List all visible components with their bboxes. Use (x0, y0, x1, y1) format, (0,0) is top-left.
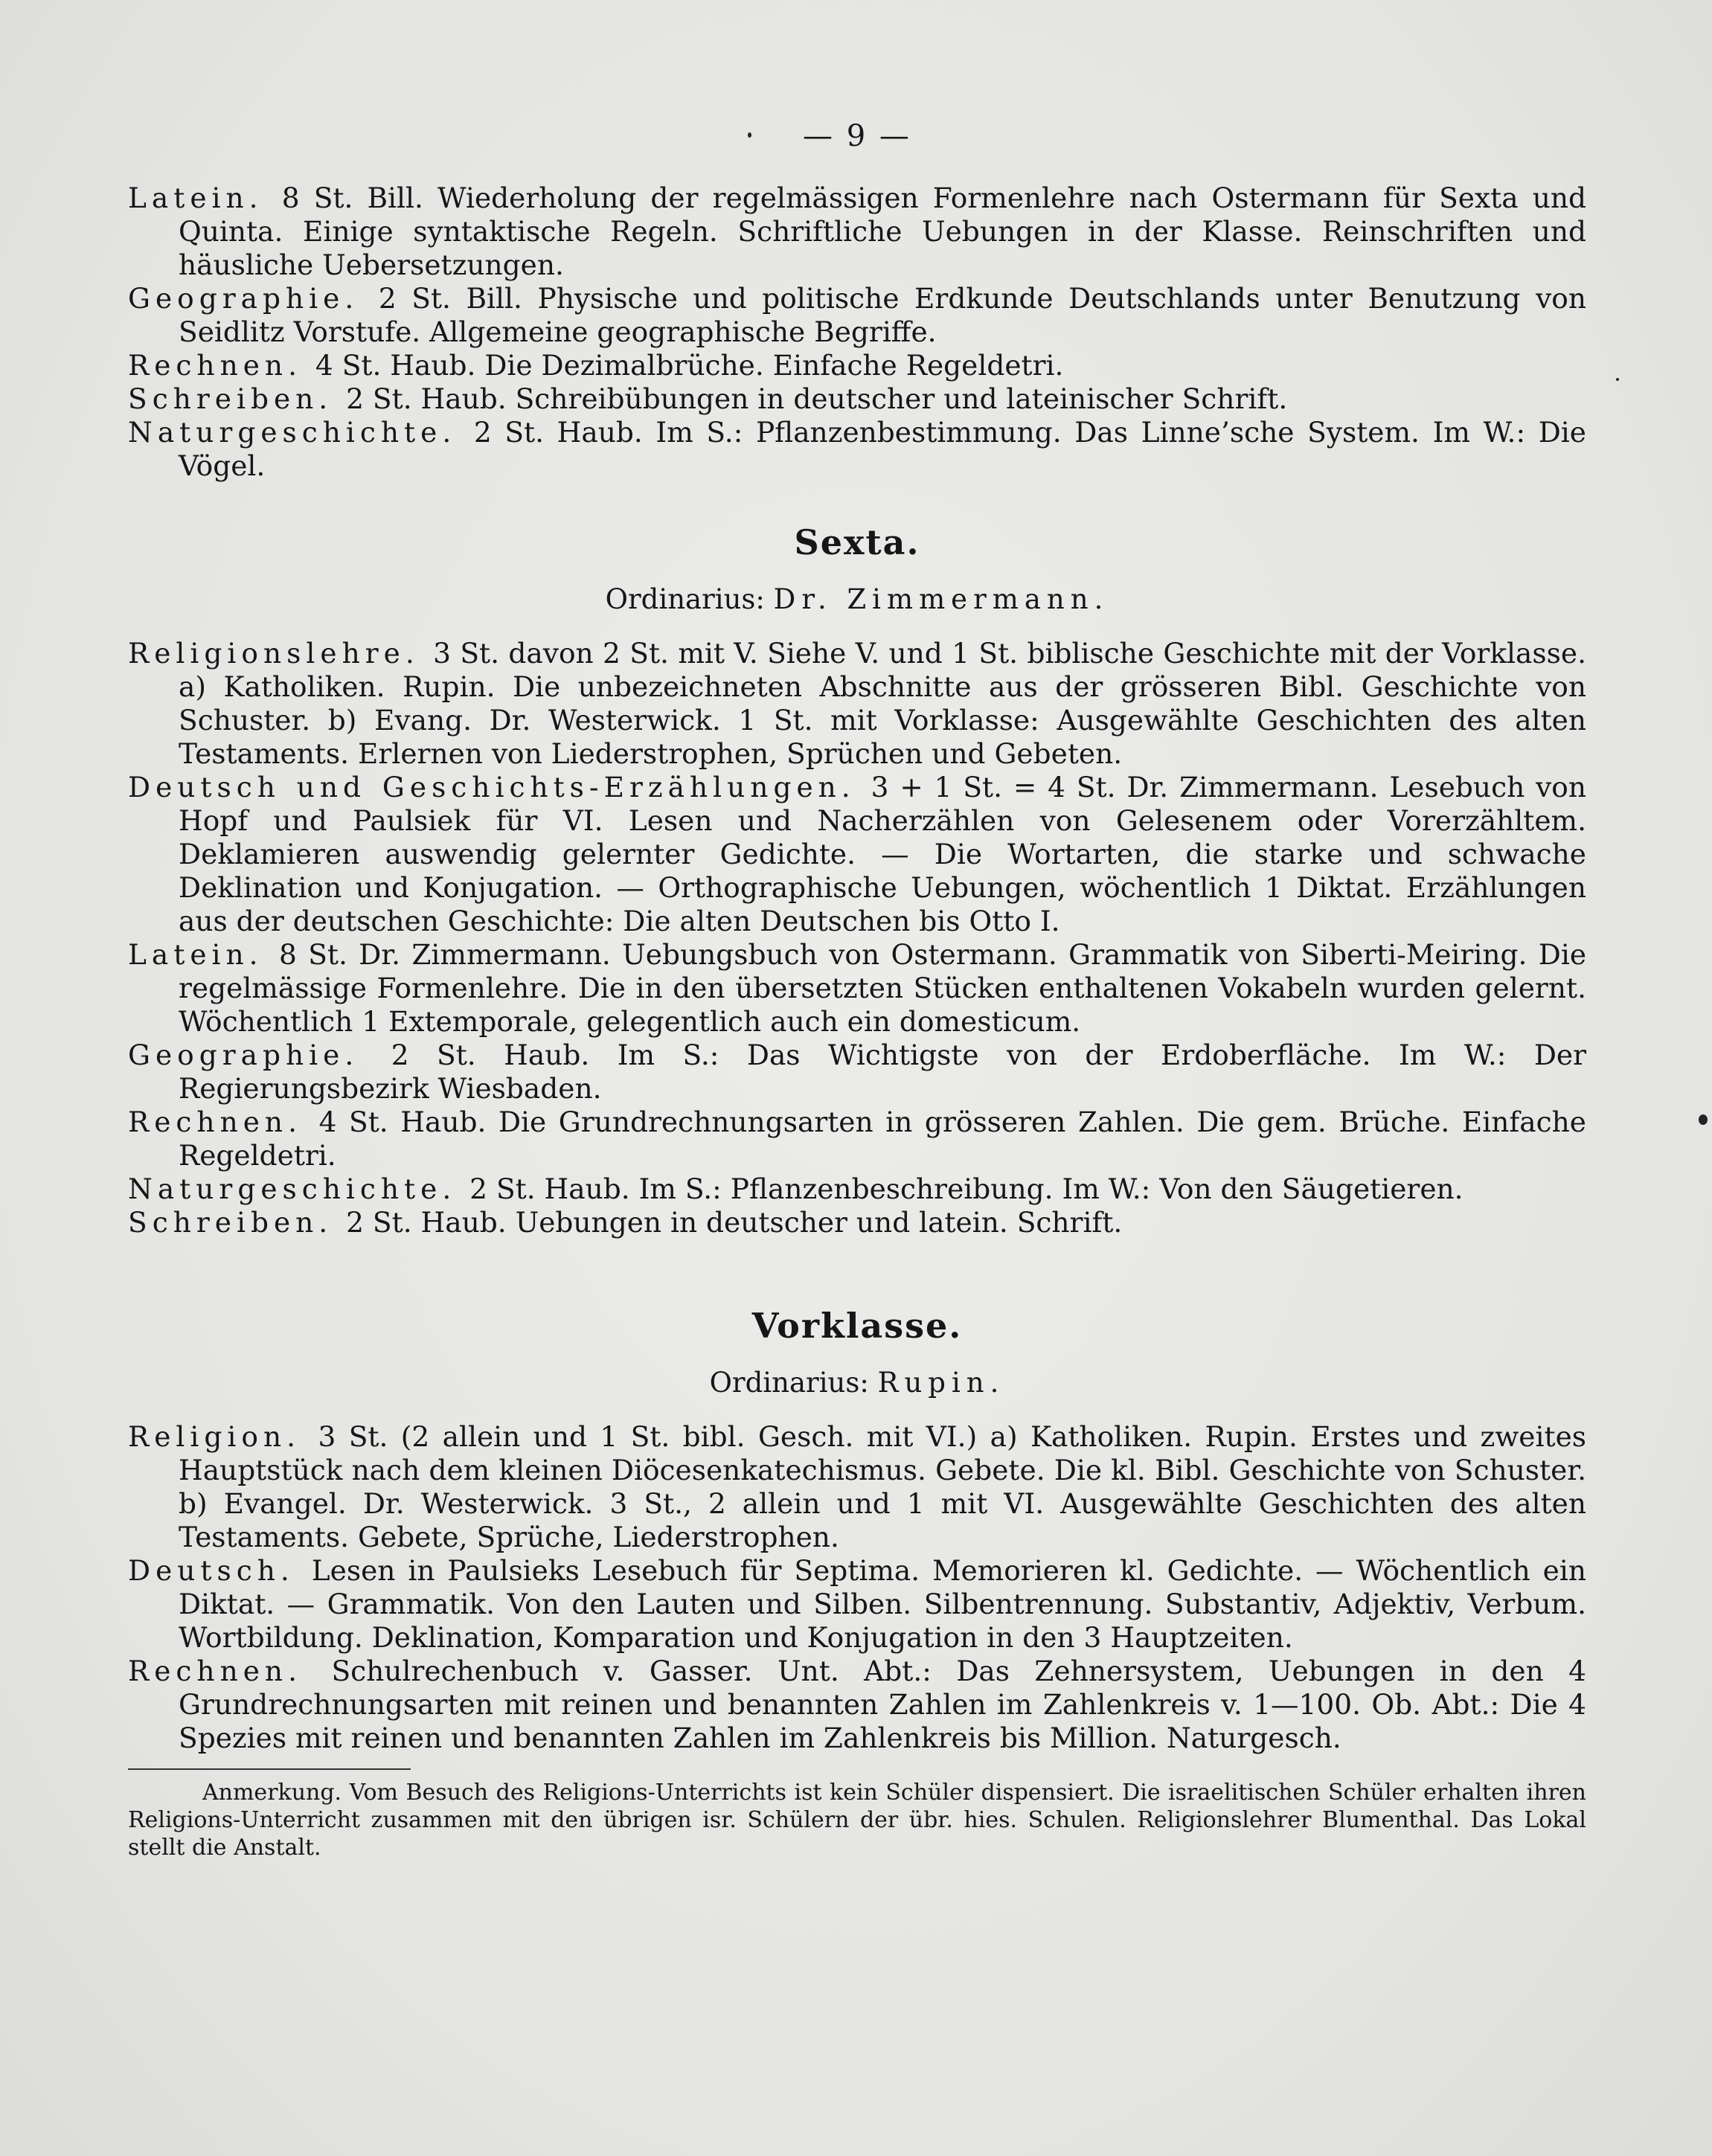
section-heading-vorklasse: Vorklasse. (751, 1306, 963, 1346)
subject-label: Deutsch und Geschichts-Erzählungen. (128, 771, 856, 803)
subject-label: Schreiben. (128, 1206, 333, 1239)
entry-rechnen-quinta (128, 349, 1586, 382)
subject-label: Religion. (128, 1420, 301, 1453)
scan-speck (1616, 378, 1619, 381)
ordinarius-name: Rupin. (877, 1367, 1005, 1399)
entry-naturgeschichte-sexta (128, 1172, 1586, 1206)
subject-label: Rechnen. (128, 349, 302, 382)
ordinarius-sexta (128, 583, 1586, 616)
page-content (128, 119, 1586, 1861)
scan-speck (1699, 1114, 1708, 1125)
footnote: Anmerkung. Vom Besuch des Religions-Unterrichts ist kein Schüler dispensiert. Die israelitischen Schüler erhalten ihren Religions-Unterricht zusammen mit den übrigen isr. Schülern der übr. hies. Schulen. Religionslehrer Blumenthal. Das Lokal stellt die Anstalt. (128, 1780, 1586, 1861)
entry-text: 3 St. (2 allein und 1 St. bibl. Gesch. mit VI.) a) Katholiken. Rupin. Erstes und zweites Hauptstück nach dem kleinen Diöcesenkatechismus. Gebete. Die kl. Bibl. Geschichte von Schuster. b) Evangel. Dr. Westerwick. 3 St., 2 allein und 1 mit VI. Ausgewählte Geschichten des alten Testaments. Gebete, Sprüche, Liederstrophen. (179, 1420, 1587, 1553)
entry-schreiben-sexta (128, 1206, 1586, 1239)
entry-latein-quinta (128, 182, 1586, 282)
entry-text: 2 St. Haub. Im S.: Das Wichtigste von der Erdoberfläche. Im W.: Der Regierungsbezirk Wiesbaden. (179, 1039, 1586, 1105)
entry-text: Lesen in Paulsieks Lesebuch für Septima. Memorieren kl. Gedichte. — Wöchentlich ein Diktat. — Grammatik. Von den Lauten und Silben. Silbentrennung. Substantiv, Adjektiv, Verbum. Wortbildung. Deklination, Komparation und Konjugation in den 3 Hauptzeiten. (179, 1554, 1586, 1654)
subject-label: Naturgeschichte. (128, 416, 457, 449)
entry-deutsch-vorklasse (128, 1554, 1586, 1655)
footnote-divider (128, 1768, 411, 1770)
top-section (128, 182, 1586, 483)
entry-text: 3 St. davon 2 St. mit V. Siehe V. und 1 St. biblische Geschichte mit der Vorklasse. a) Katholiken. Rupin. Die unbezeichneten Abschnitte aus der grösseren Bibl. Geschichte von Schuster. b) Evang. Dr. Westerwick. 1 St. mit Vorklasse: Ausgewählte Geschichten des alten Testaments. Erlernen von Liederstrophen, Sprüchen und Gebeten. (179, 637, 1586, 770)
entry-text: 2 St. Bill. Physische und politische Erdkunde Deutschlands unter Benutzung von Seidlitz Vorstufe. Allgemeine geographische Begriffe. (179, 282, 1586, 348)
entry-deutsch-geschichte (128, 771, 1586, 938)
entry-text: 4 St. Haub. Die Grundrechnungsarten in grösseren Zahlen. Die gem. Brüche. Einfache Regeldetri. (179, 1106, 1586, 1172)
vorklasse-section (128, 1420, 1586, 1755)
subject-label: Geographie. (128, 282, 359, 315)
section-heading-sexta: Sexta. (794, 522, 920, 562)
entry-text: 3 + 1 St. = 4 St. Dr. Zimmermann. Lesebuch von Hopf und Paulsiek für VI. Lesen und Nacherzählen von Gelesenem oder Vorerzähltem. Deklamieren auswendig gelernter Gedichte. — Die Wortarten, die starke und schwache Deklination und Konjugation. — Orthographische Uebungen, wöchentlich 1 Diktat. Erzählungen aus der deutschen Geschichte: Die alten Deutschen bis Otto I. (179, 771, 1587, 937)
ordinarius-vorklasse (128, 1366, 1586, 1399)
entry-text: Schulrechenbuch v. Gasser. Unt. Abt.: Das Zehnersystem, Uebungen in den 4 Grundrechnungsarten mit reinen und benannten Zahlen im Zahlenkreis v. 1—100. Ob. Abt.: Die 4 Spezies mit reinen und benannten Zahlen im Zahlenkreis bis Million. Naturgesch. (179, 1655, 1587, 1754)
ordinarius-label: Ordinarius: (605, 583, 765, 615)
entry-text: 8 St. Dr. Zimmermann. Uebungsbuch von Ostermann. Grammatik von Siberti-Meiring. Die regelmässige Formenlehre. Die in den übersetzten Stücken enthaltenen Vokabeln wurden gelernt. Wöchentlich 1 Extemporale, gelegentlich auch ein domesticum. (179, 938, 1587, 1038)
subject-label: Rechnen. (128, 1655, 302, 1687)
entry-geographie-quinta (128, 282, 1586, 349)
ordinarius-name: Dr. Zimmermann. (773, 583, 1109, 615)
subject-label: Rechnen. (128, 1106, 302, 1138)
entry-naturgeschichte-quinta (128, 416, 1586, 483)
entry-schreiben-quinta (128, 382, 1586, 416)
entry-text: 2 St. Haub. Uebungen in deutscher und latein. Schrift. (346, 1206, 1123, 1239)
subject-label: Geographie. (128, 1039, 359, 1071)
entry-latein-sexta (128, 938, 1586, 1039)
entry-religion-vorklasse (128, 1420, 1586, 1554)
entry-rechnen-sexta (128, 1106, 1586, 1172)
entry-text: 2 St. Haub. Schreibübungen in deutscher und lateinischer Schrift. (346, 382, 1288, 415)
sexta-section (128, 637, 1586, 1239)
subject-label: Religionslehre. (128, 637, 420, 670)
entry-religionslehre (128, 637, 1586, 771)
subject-label: Latein. (128, 938, 263, 971)
subject-label: Deutsch. (128, 1554, 295, 1587)
entry-text: 8 St. Bill. Wiederholung der regelmässigen Formenlehre nach Ostermann für Sexta und Quinta. Einige syntaktische Regeln. Schriftliche Uebungen in der Klasse. Reinschriften und häusliche Uebersetzungen. (179, 182, 1587, 281)
ordinarius-label: Ordinarius: (709, 1367, 869, 1399)
entry-rechnen-vorklasse (128, 1655, 1586, 1755)
entry-text: 2 St. Haub. Im S.: Pflanzenbeschreibung. Im W.: Von den Säugetieren. (469, 1172, 1463, 1205)
subject-label: Latein. (128, 182, 263, 214)
entry-geographie-sexta (128, 1039, 1586, 1106)
page-number: — 9 — (803, 119, 911, 153)
subject-label: Naturgeschichte. (128, 1172, 457, 1205)
subject-label: Schreiben. (128, 382, 333, 415)
entry-text: 2 St. Haub. Im S.: Pflanzenbestimmung. Das Linne’sche System. Im W.: Die Vögel. (179, 416, 1586, 482)
entry-text: 4 St. Haub. Die Dezimalbrüche. Einfache Regeldetri. (315, 349, 1064, 382)
